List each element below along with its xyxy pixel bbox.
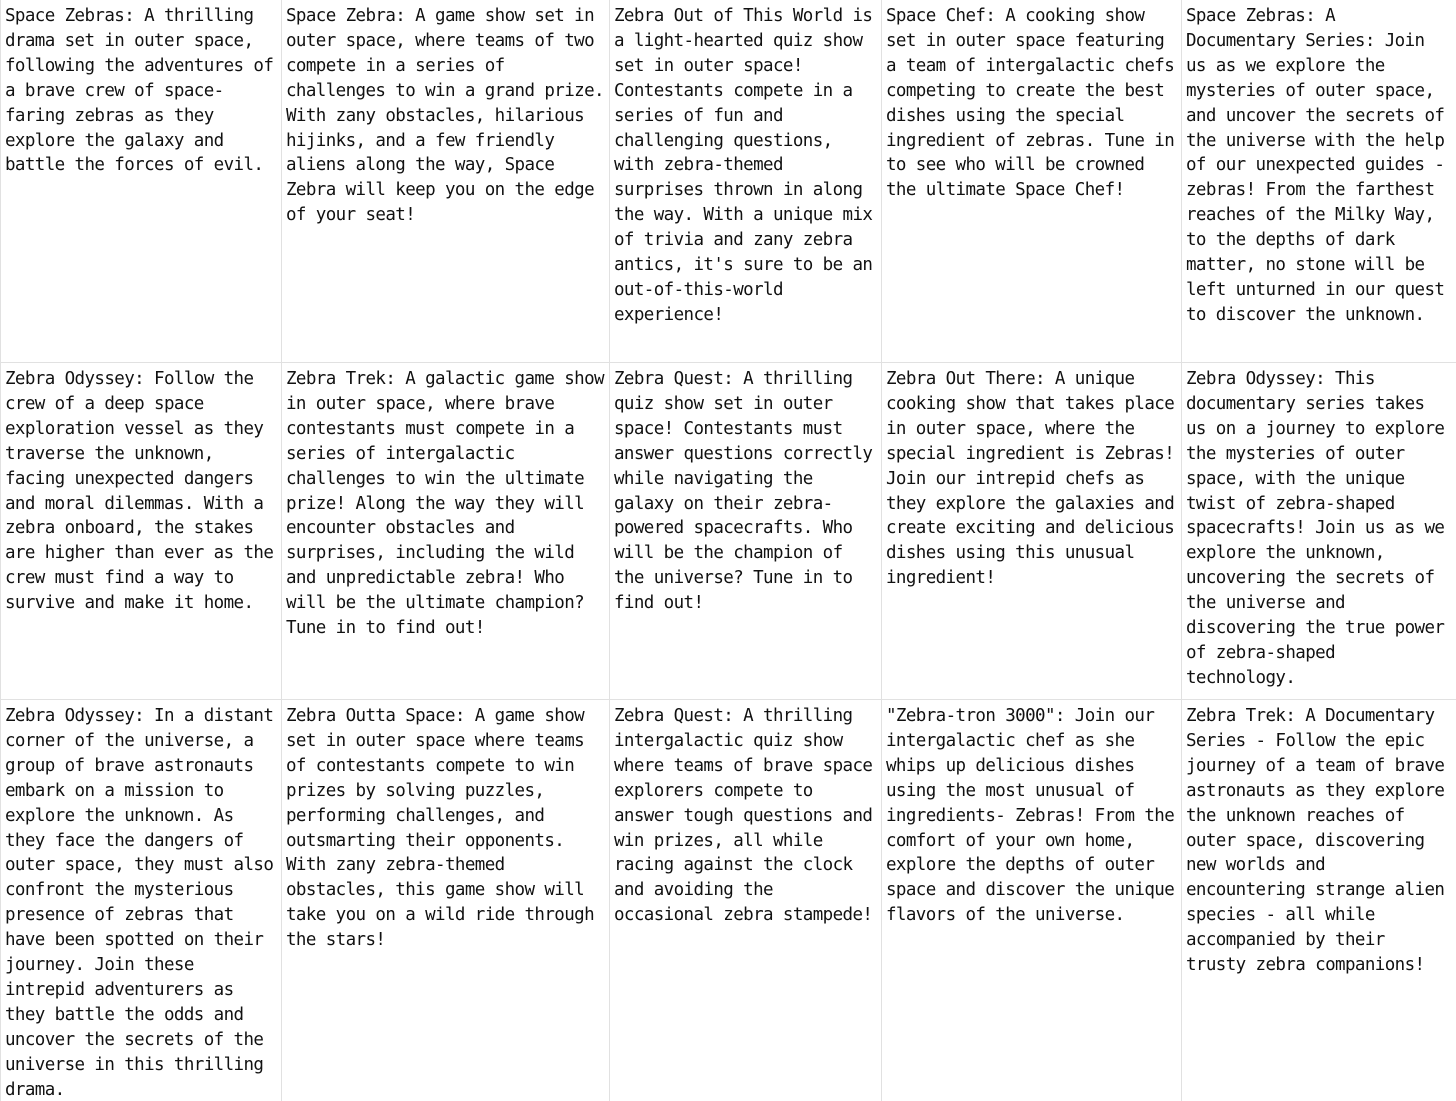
cell-text: Zebra Quest: A thrilling intergalactic quiz show where teams of brave space explorers compete to answer tough questions and win prizes, all while racing against the clock and avoiding the occasional zebra stampede! [614, 706, 873, 926]
cell-text: Space Zebras: A thrilling drama set in outer space, following the adventures of a brave crew of space-faring zebras as they explore the galaxy and battle the forces of evil. [5, 6, 274, 176]
table-cell[interactable] [610, 363, 882, 700]
table-row [1, 0, 1456, 363]
table-cell[interactable] [282, 0, 610, 363]
table-cell[interactable] [610, 700, 882, 1101]
cell-text: Space Zebra: A game show set in outer space, where teams of two compete in a series of challenges to win a grand prize. With zany obstacles, hilarious hijinks, and a few friendly aliens along the way, Space Zebra will keep you on the edge of your seat! [286, 6, 604, 226]
cell-text: Zebra Odyssey: In a distant corner of the universe, a group of brave astronauts embark on a mission to explore the unknown. As they face the dangers of outer space, they must also confront the mysterious presence of zebras that have been spotted on their journey. Join these intrepid adventurers as they battle the odds and uncover the secrets of the universe in this thrilling drama. [5, 706, 274, 1100]
table-cell[interactable] [610, 0, 882, 363]
cell-text: Space Chef: A cooking show set in outer space featuring a team of intergalactic chefs competing to create the best dishes using the special ingredient of zebras. Tune in to see who will be crowned the ultimate Space Chef! [886, 6, 1175, 201]
cell-text: Zebra Odyssey: Follow the crew of a deep space exploration vessel as they traverse the unknown, facing unexpected dangers and moral dilemmas. With a zebra onboard, the stakes are higher than ever as the crew must find a way to survive and make it home. [5, 369, 274, 614]
table-cell[interactable] [882, 700, 1182, 1101]
table-row [1, 700, 1456, 1101]
table-cell[interactable] [1, 363, 282, 700]
cell-text: Zebra Trek: A galactic game show in outer space, where brave contestants must compete in a series of intergalactic challenges to win the ultimate prize! Along the way they will encounter obstacles and surprises, including the wild and unpredictable zebra! Who will be the ultimate champion? Tune in to find out! [286, 369, 604, 639]
cell-text: Zebra Trek: A Documentary Series - Follow the epic journey of a team of brave astronauts as they explore the unknown reaches of outer space, discovering new worlds and encountering strange alien species - all while accompanied by their trusty zebra companions! [1186, 706, 1445, 976]
table-cell[interactable] [882, 0, 1182, 363]
table-cell[interactable] [1182, 363, 1456, 700]
table-cell[interactable] [282, 700, 610, 1101]
cell-text: Zebra Out of This World is a light-hearted quiz show set in outer space! Contestants compete in a series of fun and challenging questions, with zebra-themed surprises thrown in along the way. With a unique mix of trivia and zany zebra antics, it's sure to be an out-of-this-world experience! [614, 6, 873, 325]
cell-text: Zebra Out There: A unique cooking show that takes place in outer space, where the special ingredient is Zebras! Join our intrepid chefs as they explore the galaxies and create exciting and delicious dishes using this unusual ingredient! [886, 369, 1175, 589]
table-cell[interactable] [1182, 700, 1456, 1101]
table-cell[interactable] [882, 363, 1182, 700]
table-cell[interactable] [1, 700, 282, 1101]
table-row [1, 363, 1456, 700]
cell-text: Zebra Odyssey: This documentary series takes us on a journey to explore the mysteries of outer space, with the unique twist of zebra-shaped spacecrafts! Join us as we explore the unknown, uncovering the secrets of the universe and discovering the true power of zebra-shaped technology. [1186, 369, 1445, 688]
cell-text: Zebra Quest: A thrilling quiz show set in outer space! Contestants must answer questions correctly while navigating the galaxy on their zebra-powered spacecrafts. Who will be the champion of the universe? Tune in to find out! [614, 369, 873, 614]
table-cell[interactable] [1182, 0, 1456, 363]
cell-text: Space Zebras: A Documentary Series: Join us as we explore the mysteries of outer space, and uncover the secrets of the universe with the help of our unexpected guides - zebras! From the farthest reaches of the Milky Way, to the depths of dark matter, no stone will be left unturned in our quest to discover the unknown. [1186, 6, 1445, 325]
cell-text: "Zebra-tron 3000": Join our intergalactic chef as she whips up delicious dishes using the most unusual of ingredients- Zebras! From the comfort of your own home, explore the depths of outer space and discover the unique flavors of the universe. [886, 706, 1175, 926]
table-cell[interactable] [282, 363, 610, 700]
cell-text: Zebra Outta Space: A game show set in outer space where teams of contestants compete to win prizes by solving puzzles, performing challenges, and outsmarting their opponents. With zany zebra-themed obstacles, this game show will take you on a wild ride through the stars! [286, 706, 595, 951]
table-cell[interactable] [1, 0, 282, 363]
